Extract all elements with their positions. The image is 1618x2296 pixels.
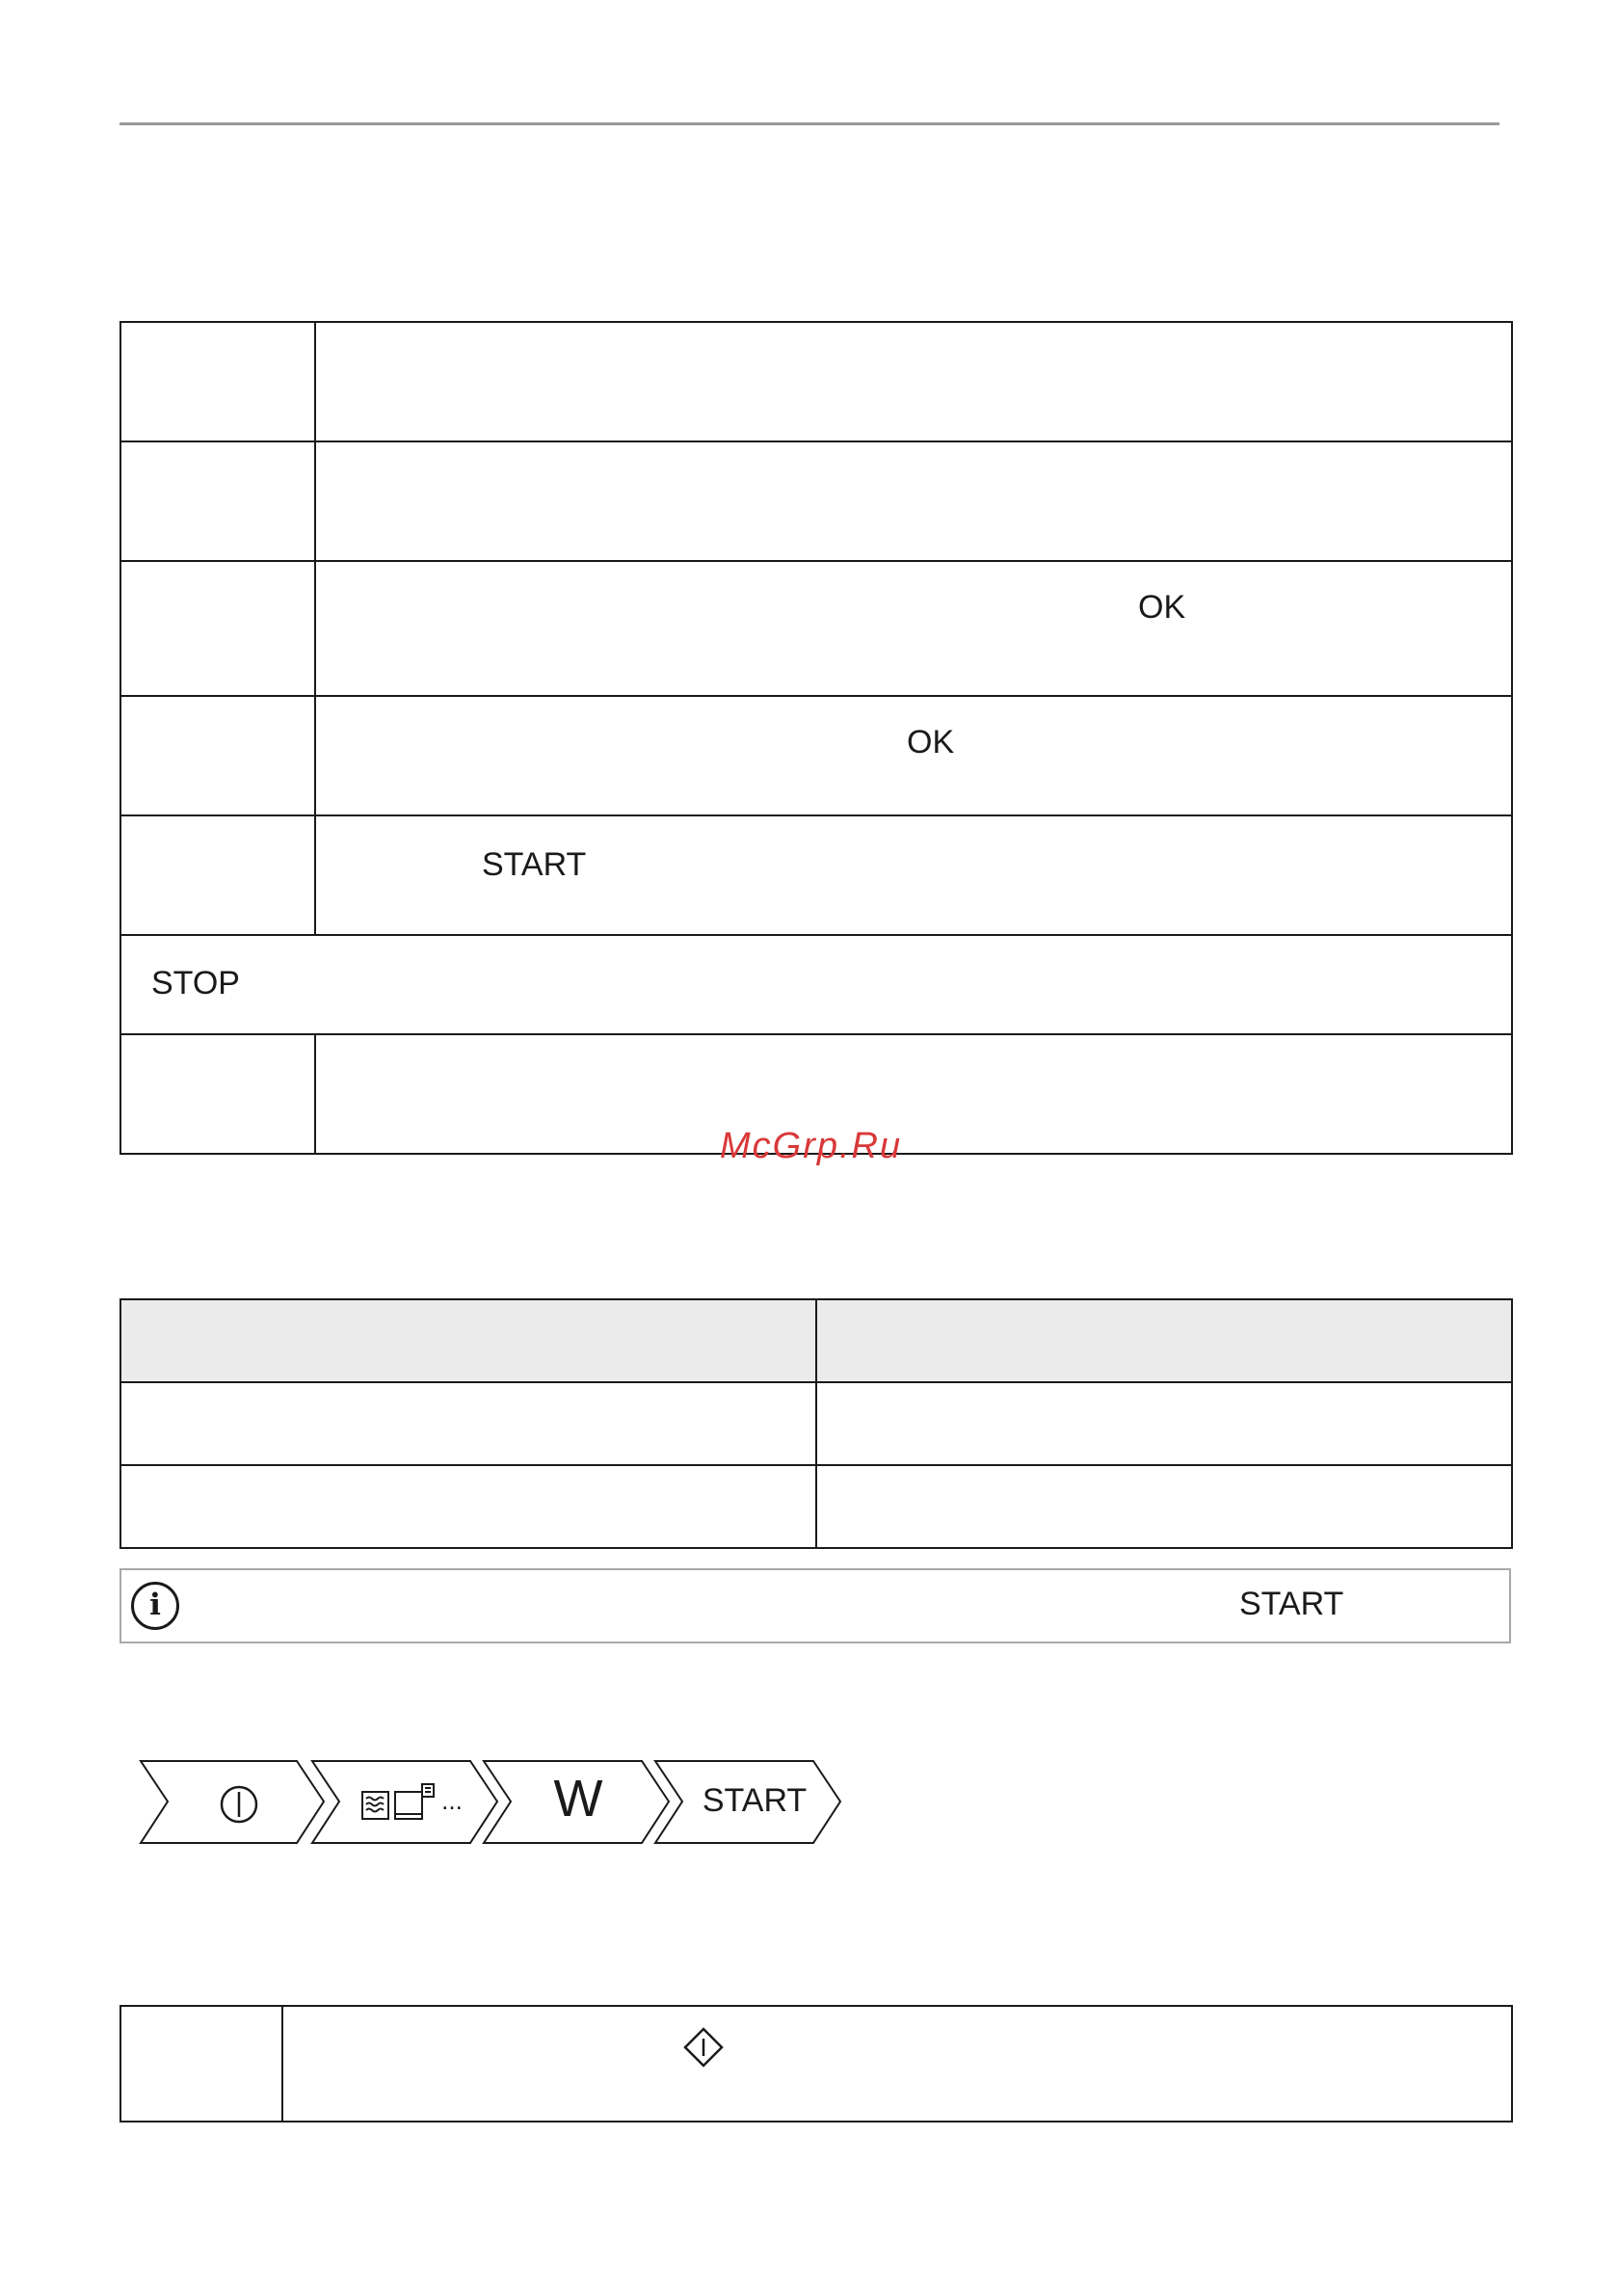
top-rule <box>119 122 1499 125</box>
table-row <box>120 1465 1512 1548</box>
chevron-step-2 <box>312 1761 497 1843</box>
instruction-cell <box>315 1034 1512 1154</box>
instruction-cell <box>315 696 1512 815</box>
steps-table <box>119 321 1513 1155</box>
step-cell <box>120 322 315 441</box>
step-cell <box>120 2006 282 2122</box>
header-cell <box>120 1299 816 1382</box>
watermark: McGrp.Ru <box>720 1126 903 1166</box>
table-row <box>120 696 1512 815</box>
table-row <box>120 322 1512 441</box>
start-diamond-icon <box>682 2026 725 2069</box>
step-cell <box>120 441 315 561</box>
power-level-label: W <box>553 1770 603 1828</box>
ok-button-label: OK <box>1138 589 1186 626</box>
ok-button-label: OK <box>907 724 955 761</box>
stop-row-cell <box>120 935 1512 1034</box>
chevron-step-1 <box>141 1761 324 1843</box>
more-icon: ... <box>441 1786 463 1815</box>
instruction-cell <box>315 561 1512 696</box>
info-icon: i <box>131 1582 179 1630</box>
start-button-label: START <box>1239 1586 1344 1622</box>
start-button-label: START <box>482 846 587 883</box>
start-button-label: START <box>702 1782 808 1819</box>
step-cell <box>120 561 315 696</box>
table-row <box>120 561 1512 696</box>
table-row <box>120 2006 1512 2122</box>
start-table <box>119 2005 1513 2122</box>
instruction-cell <box>315 815 1512 935</box>
table-row <box>120 1382 1512 1465</box>
table-cell <box>120 1382 816 1465</box>
table-cell <box>120 1465 816 1548</box>
table-cell <box>816 1465 1512 1548</box>
settings-table <box>119 1298 1513 1549</box>
button-sequence <box>139 1756 852 1848</box>
instruction-cell <box>282 2006 1512 2122</box>
stop-button-label: STOP <box>151 965 240 1001</box>
table-row <box>120 935 1512 1034</box>
table-cell <box>816 1382 1512 1465</box>
instruction-cell <box>315 441 1512 561</box>
table-header-row <box>120 1299 1512 1382</box>
header-cell <box>816 1299 1512 1382</box>
instruction-cell <box>315 322 1512 441</box>
step-cell <box>120 1034 315 1154</box>
table-row <box>120 441 1512 561</box>
table-row <box>120 815 1512 935</box>
info-note <box>119 1568 1511 1643</box>
step-cell <box>120 696 315 815</box>
step-cell <box>120 815 315 935</box>
